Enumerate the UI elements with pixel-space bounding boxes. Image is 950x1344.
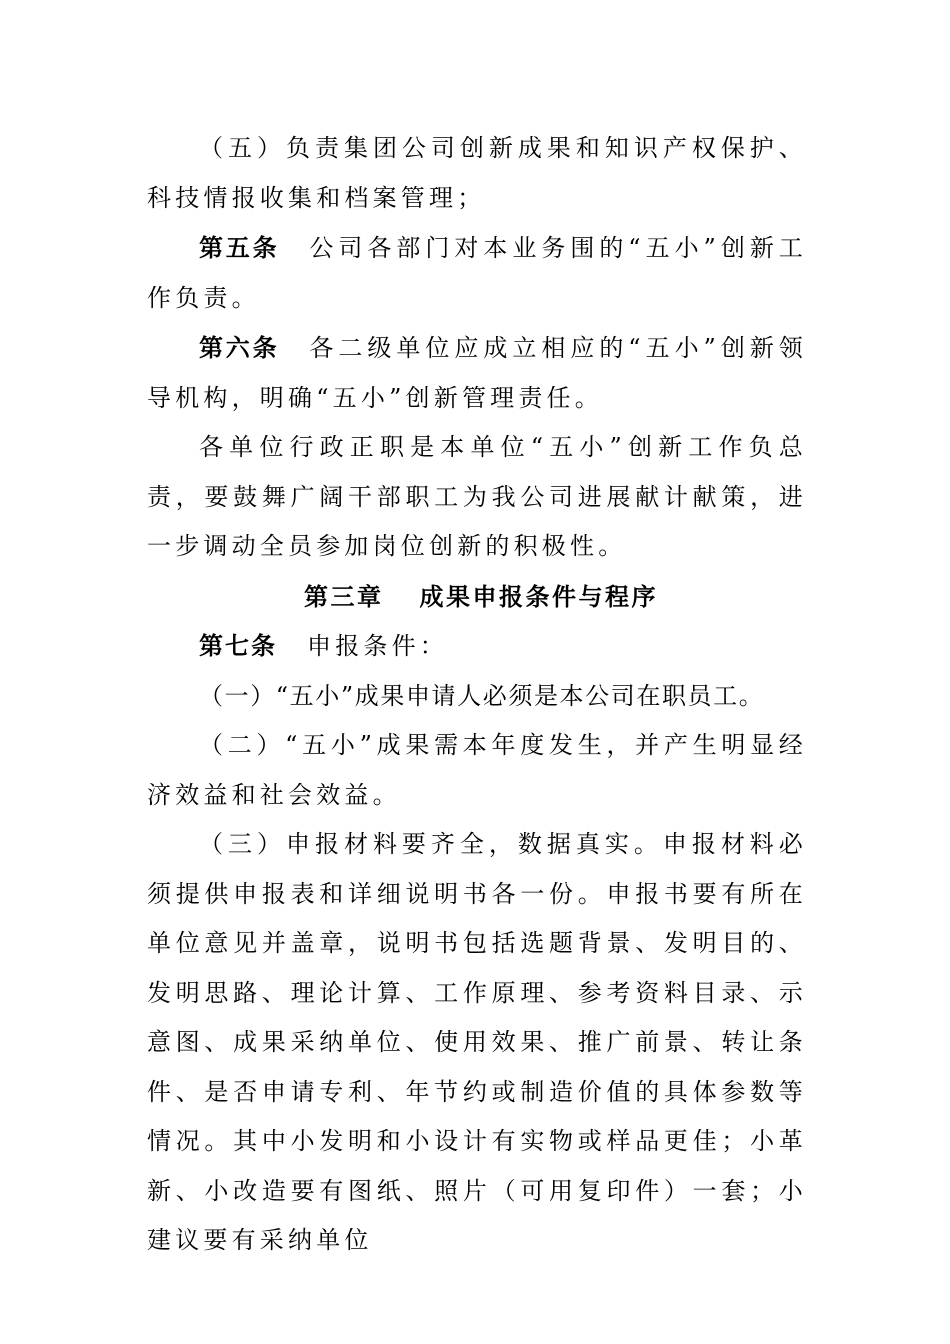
paragraph-text: （五）负责集团公司创新成果和知识产权保护、科技情报收集和档案管理； bbox=[147, 134, 807, 212]
condition-3-text: （三）申报材料要齐全，数据真实。申报材料必须提供申报表和详细说明书各一份。申报书要有所在单位意见并盖章，说明书包括选题背景、发明目的、发明思路、理论计算、工作原理、参考资料目录、示意图、成果采纳单位、使用效果、推广前景、转让条件、是否申请专利、年节约或制造价值的具体参数等情况。其中小发明和小设计有实物或样品更佳；小革新、小改造要有图纸、照片（可用复印件）一套；小建议要有采纳单位 bbox=[147, 830, 807, 1254]
article-5-text: 公司各部门对本业务围的“五小”创新工作负责。 bbox=[147, 234, 808, 312]
condition-2-text: （二）“五小”成果需本年度发生，并产生明显经济效益和社会效益。 bbox=[147, 731, 807, 809]
paragraph-item-5 bbox=[147, 124, 807, 223]
article-6-text: 各二级单位应成立相应的“五小”创新领导机构，明确“五小”创新管理责任。 bbox=[147, 334, 808, 412]
document-page bbox=[147, 124, 807, 1266]
paragraph-text: 各单位行政正职是本单位“五小”创新工作负总责，要鼓舞广阔干部职工为我公司进展献计献策，进一步调动全员参加岗位创新的积极性。 bbox=[147, 433, 807, 560]
article-7-text: 申报条件： bbox=[307, 632, 448, 660]
article-7-title: 第七条 bbox=[199, 631, 277, 660]
article-7 bbox=[147, 621, 807, 672]
condition-2 bbox=[147, 721, 807, 820]
condition-1 bbox=[147, 672, 807, 722]
condition-3 bbox=[147, 820, 807, 1266]
chapter-3-title: 成果申报条件与程序 bbox=[419, 581, 658, 611]
article-6-title: 第六条 bbox=[199, 333, 280, 362]
chapter-3-heading bbox=[147, 572, 807, 622]
condition-1-text: （一）“五小”成果申请人必须是本公司在职员工。 bbox=[199, 681, 765, 710]
article-5 bbox=[147, 223, 807, 323]
article-5-title: 第五条 bbox=[199, 233, 280, 262]
article-6 bbox=[147, 323, 807, 423]
paragraph-admin bbox=[147, 423, 807, 572]
chapter-3-number: 第三章 bbox=[304, 581, 384, 611]
